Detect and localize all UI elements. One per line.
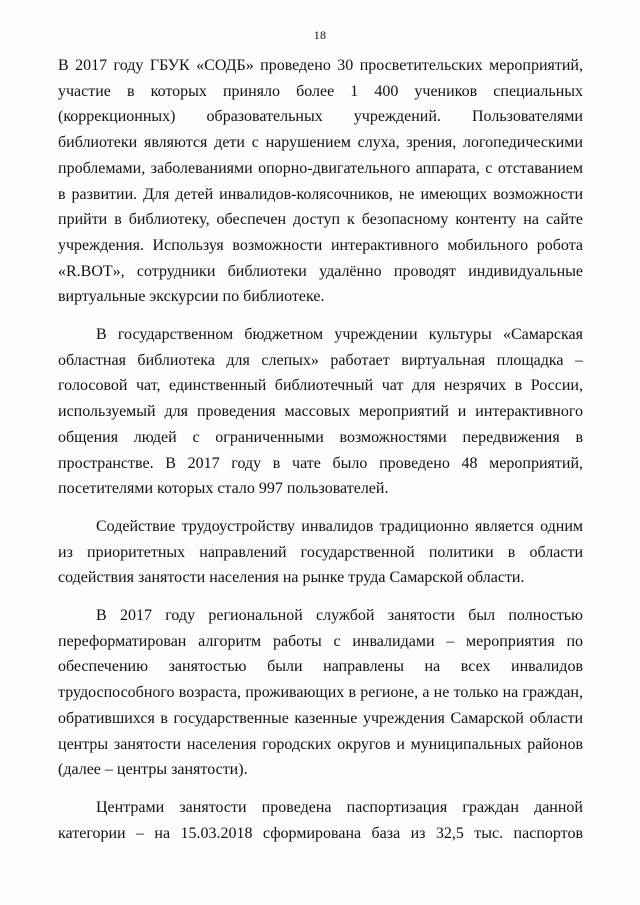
paragraph-library-children: В 2017 году ГБУК «СОДБ» проведено 30 просветительских мероприятий, участие в которых приняло более 1 400 учеников специальных (коррекционных) образовательных учреждений. Пользователями библиотеки являются дети с нарушением слуха, зрения, логопедическими проблемами, заболеваниями опорно-двигательного аппарата, с отставанием в развитии. Для детей инвалидов-колясочников, не имеющих возможности прийти в библиотеку, обеспечен доступ к безопасному контенту на сайте учреждения. Используя возможности интерактивного мобильного робота «R.BOT», сотрудники библиотеки удалённо проводят индивидуальные виртуальные экскурсии по библиотеке.: [58, 57, 583, 306]
paragraph-library-blind: В государственном бюджетном учреждении культуры «Самарская областная библиотека для слепых» работает виртуальная площадка – голосовой чат, единственный библиотечный чат для незрячих в России, используемый для проведения массовых мероприятий и интерактивного общения людей с ограниченными возможностями передвижения в пространстве. В 2017 году в чате было проведено 48 мероприятий, посетителями которых стало 997 пользователей.: [58, 326, 583, 498]
paragraph-employment-service: В 2017 году региональной службой занятости был полностью переформатирован алгоритм работы с инвалидами – мероприятия по обеспечению занятостью были направлены на всех инвалидов трудоспособного возраста, проживающих в регионе, а не только на граждан, обратившихся в государственные казенные учреждения Самарской области центры занятости населения городских округов и муниципальных районов (далее – центры занятости).: [58, 607, 583, 779]
page-number: 18: [313, 28, 327, 42]
document-body: [58, 53, 583, 846]
paragraph-employment-assistance: Содействие трудоустройству инвалидов традиционно является одним из приоритетных направлений государственной политики в области содействия занятости населения на рынке труда Самарской области.: [58, 517, 583, 587]
paragraph-passportization: Центрами занятости проведена паспортизация граждан данной категории – на 15.03.2018 сформирована база из 32,5 тыс. паспортов: [58, 798, 583, 842]
